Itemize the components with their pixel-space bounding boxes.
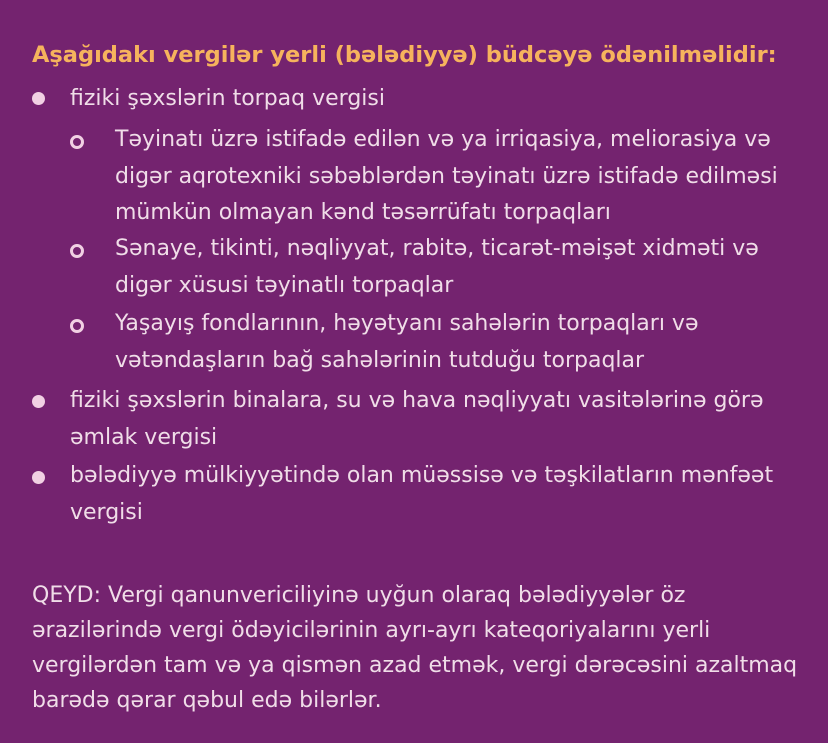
sub-item-industrial-land: Sənaye, tikinti, nəqliyyat, rabitə, ticarət-məişət xidməti və digər xüsusi təyinatlı torpaqlar xyxy=(115,236,759,298)
list-item-property-tax: fiziki şəxslərin binalara, su və hava nəqliyyatı vasitələrinə görə əmlak vergisi xyxy=(70,388,764,450)
ring-bullet-icon xyxy=(70,244,84,258)
bullet-icon xyxy=(32,471,45,484)
sub-item-agricultural-land: Təyinatı üzrə istifadə edilən və ya irriqasiya, meliorasiya və digər aqrotexniki səbəblərdən təyinatı üzrə istifadə edilməsi mümkün olmayan kənd təsərrüfatı torpaqları xyxy=(115,127,778,225)
heading: Aşağıdakı vergilər yerli (bələdiyyə) büdcəyə ödənilməlidir: xyxy=(32,42,777,68)
list-item-land-tax: fiziki şəxslərin torpaq vergisi xyxy=(70,86,385,111)
sub-item-residential-land: Yaşayış fondlarının, həyətyanı sahələrin torpaqları və vətəndaşların bağ sahələrinin tutduğu torpaqlar xyxy=(115,311,699,373)
ring-bullet-icon xyxy=(70,135,84,149)
note-paragraph: QEYD: Vergi qanunvericiliyinə uyğun olaraq bələdiyyələr öz ərazilərində vergi ödəyicilərinin ayrı-ayrı kateqoriyalarını yerli vergilərdən tam və ya qismən azad etmək, vergi dərəcəsini azaltmaq barədə qərar qəbul edə bilərlər. xyxy=(32,583,798,713)
bullet-icon xyxy=(32,92,45,105)
ring-bullet-icon xyxy=(70,319,84,333)
bullet-icon xyxy=(32,395,45,408)
list-item-profit-tax: bələdiyyə mülkiyyətində olan müəssisə və təşkilatların mənfəət vergisi xyxy=(70,463,774,525)
